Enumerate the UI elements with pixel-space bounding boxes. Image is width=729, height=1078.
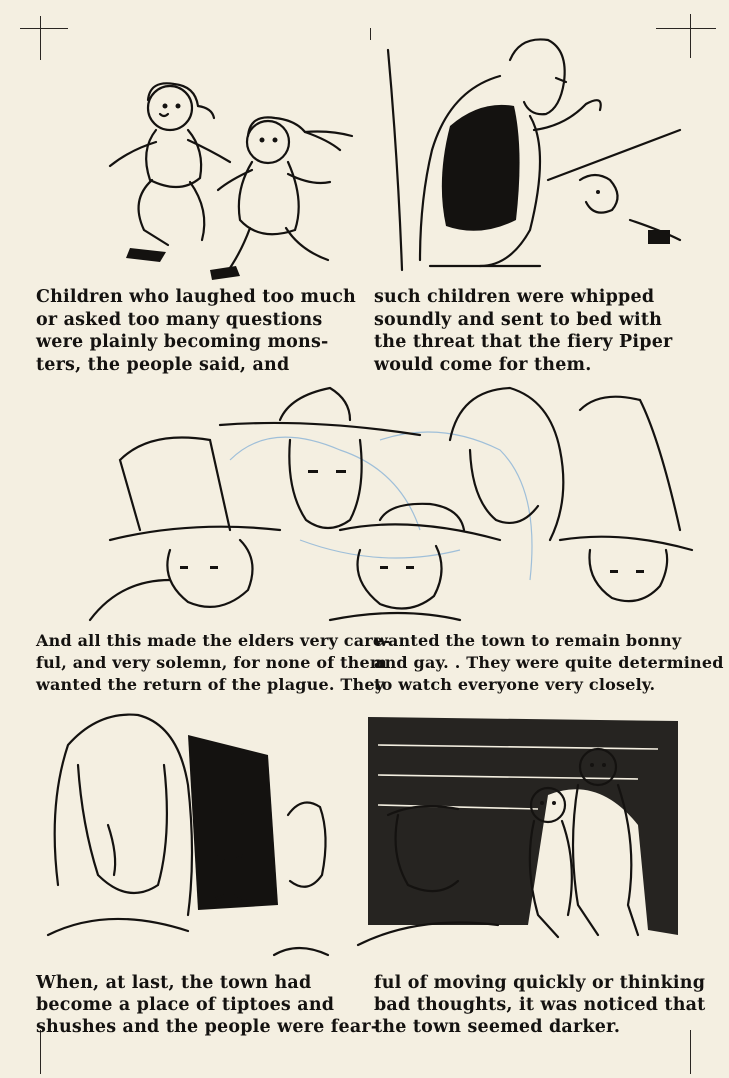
caption-line: wanted the town to remain bonny [374,631,682,650]
caption-line: ters, the people said, and [36,354,290,375]
caption-line: shushes and the people were fear- [36,1017,379,1037]
illustration-children-running [90,70,370,285]
caption-line: ful, and very solemn, for none of them [36,653,388,672]
caption-line: to watch everyone very closely. [374,675,656,694]
caption-line: were plainly becoming mons- [36,332,329,352]
crop-mark [20,28,68,29]
caption-line: wanted the return of the plague. They [36,675,385,694]
caption-line: the threat that the fiery Piper [374,332,673,352]
crop-mark [370,28,371,40]
caption-line: soundly and sent to bed with [374,309,663,330]
caption-line: the town seemed darker. [374,1017,621,1037]
caption-line: bad thoughts, it was noticed that [374,995,706,1015]
illustration-elders [80,380,700,625]
caption-3-left [36,972,379,1038]
caption-line: And all this made the elders very care- [36,631,391,650]
caption-1-left [36,286,366,376]
caption-line: such children were whipped [374,287,655,307]
caption-2-left [36,630,391,696]
caption-line: and gay. . They were quite determined [374,653,724,672]
caption-2-right [374,630,724,696]
crop-mark [40,16,41,60]
crop-mark [690,14,691,58]
caption-line: Children who laughed too much [36,287,356,307]
crop-mark [656,28,716,29]
caption-line: When, at last, the town had [36,973,312,993]
caption-line: ful of moving quickly or thinking [374,973,706,993]
caption-line: or asked too many questions [36,309,323,330]
caption-line: would come for them. [374,354,592,375]
caption-line: become a place of tiptoes and [36,995,335,1015]
caption-3-right [374,972,704,1038]
illustration-dark-town [38,705,688,970]
caption-1-right [374,286,704,376]
illustration-stern-man [380,30,690,280]
